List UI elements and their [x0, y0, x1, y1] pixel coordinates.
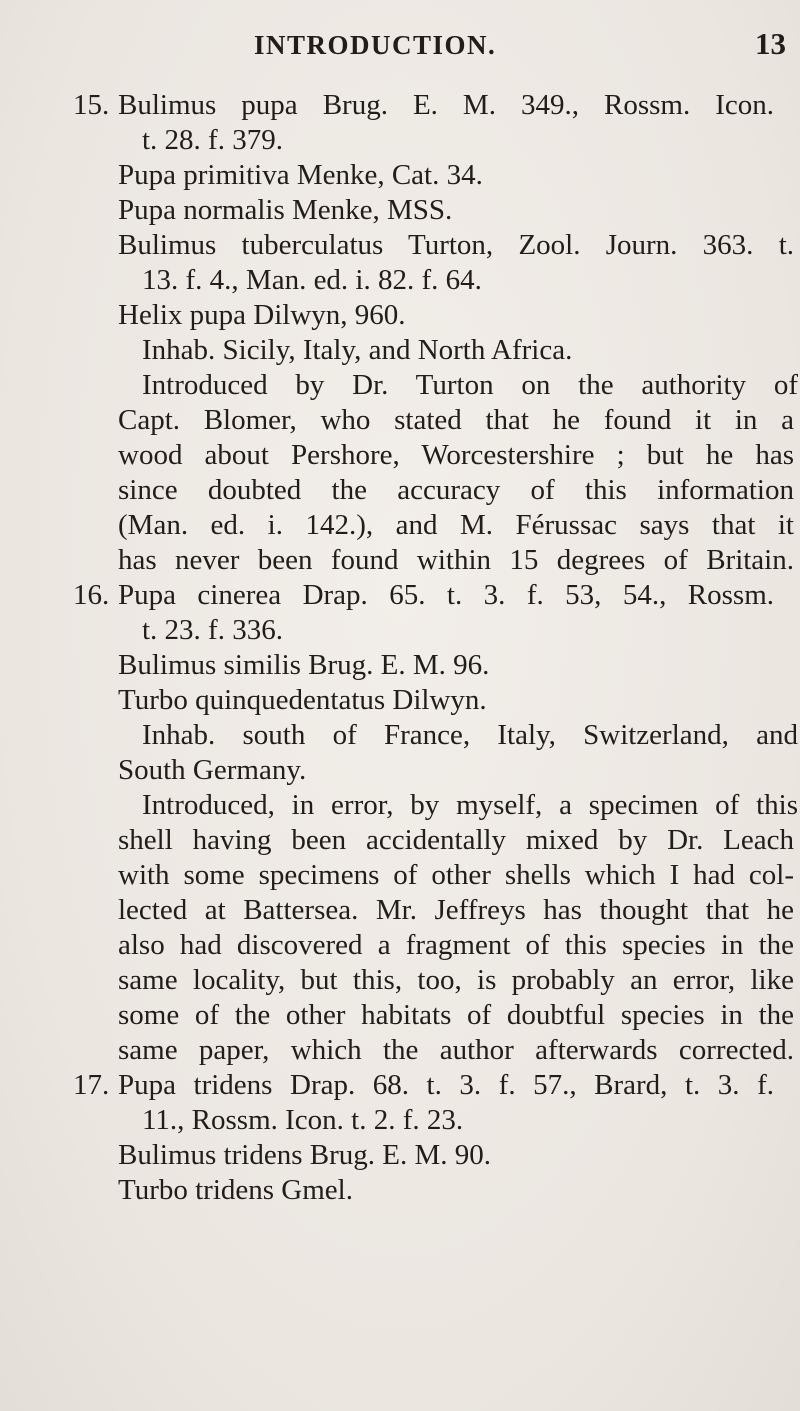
entry-heading: Pupa tridens Drap. 68. t. 3. f. 57., Brard, t. 3. f. — [118, 1069, 774, 1101]
synonym-line — [0, 648, 800, 683]
synonym-line — [0, 263, 800, 298]
paragraph-text: same locality, but this, too, is probably an error, like — [118, 964, 794, 996]
paragraph-text: Capt. Blomer, who stated that he found it in a — [118, 404, 794, 436]
entry-heading-continuation: 11., Rossm. Icon. t. 2. f. 23. — [142, 1104, 464, 1136]
entry-16-head-line-2 — [0, 613, 800, 648]
paragraph-line — [0, 998, 800, 1033]
paragraph-line — [0, 368, 800, 403]
paragraph-line — [0, 508, 800, 543]
paragraph-line — [0, 928, 800, 963]
paragraph-text: Introduced, in error, by myself, a specimen of this — [142, 789, 798, 821]
synonym-line — [0, 683, 800, 718]
paragraph-text: some of the other habitats of doubtful species in the — [118, 999, 794, 1031]
paragraph-text: lected at Battersea. Mr. Jeffreys has thought that he — [118, 894, 794, 926]
paragraph-line — [0, 543, 800, 578]
entry-number: 15. — [73, 89, 110, 121]
synonym-line — [0, 228, 800, 263]
entry-number: 17. — [73, 1069, 110, 1101]
entry-number: 16. — [73, 579, 110, 611]
paragraph-line — [0, 753, 800, 788]
body-text — [0, 88, 800, 1208]
synonym: Pupa normalis Menke, MSS. — [118, 194, 453, 226]
paragraph-line — [0, 788, 800, 823]
synonym-line — [0, 193, 800, 228]
paragraph-line — [0, 858, 800, 893]
synonym: Helix pupa Dilwyn, 960. — [118, 299, 406, 331]
synonym: Bulimus tridens Brug. E. M. 90. — [118, 1139, 491, 1171]
synonym: Turbo tridens Gmel. — [118, 1174, 353, 1206]
paragraph-line — [0, 333, 800, 368]
habitat-text: Inhab. Sicily, Italy, and North Africa. — [142, 334, 573, 366]
synonym: Bulimus tuberculatus Turton, Zool. Journ. 363. t. — [118, 229, 794, 261]
paragraph-line — [0, 438, 800, 473]
synonym-line — [0, 1138, 800, 1173]
paragraph-line — [0, 403, 800, 438]
paragraph-text: Introduced by Dr. Turton on the authority of — [142, 369, 798, 401]
synonym: Turbo quinquedentatus Dilwyn. — [118, 684, 487, 716]
paragraph-text: shell having been accidentally mixed by Dr. Leach — [118, 824, 794, 856]
paragraph-text: same paper, which the author afterwards corrected. — [118, 1034, 794, 1066]
synonym-line — [0, 1173, 800, 1208]
paragraph-text: also had discovered a fragment of this species in the — [118, 929, 794, 961]
entry-heading-continuation: t. 23. f. 336. — [142, 614, 283, 646]
paragraph-text: since doubted the accuracy of this information — [118, 474, 794, 506]
entry-heading: Bulimus pupa Brug. E. M. 349., Rossm. Icon. — [118, 89, 774, 121]
synonym-line — [0, 298, 800, 333]
entry-17-head-line-2 — [0, 1103, 800, 1138]
paragraph-text: has never been found within 15 degrees of Britain. — [118, 544, 794, 576]
paragraph-line — [0, 823, 800, 858]
paragraph-line — [0, 473, 800, 508]
running-title: INTRODUCTION. — [254, 30, 497, 60]
paragraph-line — [0, 893, 800, 928]
paragraph-line — [0, 1033, 800, 1068]
entry-15-head-line-1 — [0, 88, 800, 123]
entry-16-head-line-1 — [0, 578, 800, 613]
habitat-text: South Germany. — [118, 754, 307, 786]
paragraph-line — [0, 963, 800, 998]
paragraph-text: with some specimens of other shells which I had col- — [118, 859, 794, 891]
entry-15-head-line-2 — [0, 123, 800, 158]
synonym: Bulimus similis Brug. E. M. 96. — [118, 649, 490, 681]
running-head — [0, 26, 800, 66]
page-number: 13 — [755, 26, 786, 61]
synonym-continuation: 13. f. 4., Man. ed. i. 82. f. 64. — [142, 264, 482, 296]
synonym-line — [0, 158, 800, 193]
entry-17-head-line-1 — [0, 1068, 800, 1103]
synonym: Pupa primitiva Menke, Cat. 34. — [118, 159, 483, 191]
entry-heading-continuation: t. 28. f. 379. — [142, 124, 283, 156]
paragraph-text: (Man. ed. i. 142.), and M. Férussac says that it — [118, 509, 794, 541]
entry-heading: Pupa cinerea Drap. 65. t. 3. f. 53, 54., Rossm. — [118, 579, 774, 611]
paragraph-text: wood about Pershore, Worcestershire ; but he has — [118, 439, 794, 471]
habitat-text: Inhab. south of France, Italy, Switzerland, and — [142, 719, 798, 751]
paragraph-line — [0, 718, 800, 753]
